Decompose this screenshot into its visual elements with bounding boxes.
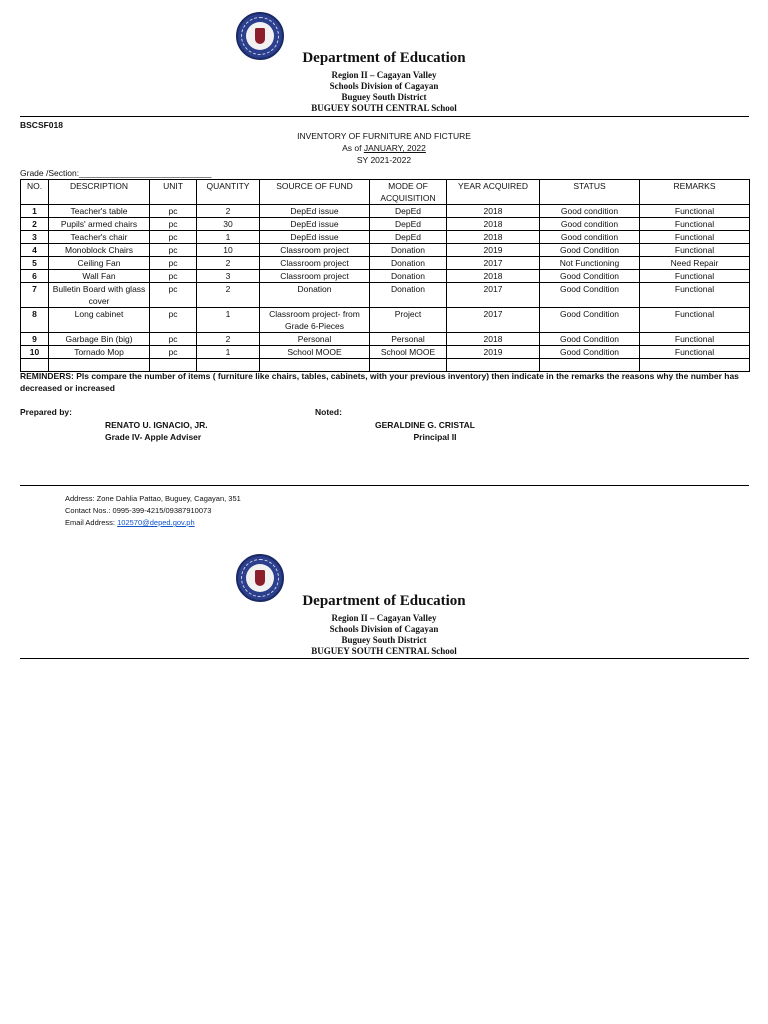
table-header-row bbox=[21, 180, 750, 205]
table-cell: 2017 bbox=[447, 257, 540, 270]
inventory-title: INVENTORY OF FURNITURE AND FICTURE bbox=[297, 131, 471, 141]
table-cell: Good Condition bbox=[540, 333, 640, 346]
table-cell: Need Repair bbox=[640, 257, 750, 270]
table-cell: pc bbox=[150, 231, 197, 244]
table-cell: Classroom project bbox=[260, 244, 370, 257]
table-cell: Donation bbox=[370, 257, 447, 270]
table-cell: 2019 bbox=[447, 346, 540, 359]
table-cell: Functional bbox=[640, 205, 750, 218]
division-line: Schools Division of Cagayan bbox=[329, 624, 439, 634]
table-row bbox=[21, 346, 750, 359]
table-cell: Donation bbox=[370, 283, 447, 308]
school-year: SY 2021-2022 bbox=[356, 155, 412, 165]
table-cell: 3 bbox=[197, 270, 260, 283]
table-row bbox=[21, 270, 750, 283]
table-cell: Classroom project bbox=[260, 257, 370, 270]
table-cell: DepEd bbox=[370, 218, 447, 231]
noted-label: Noted: bbox=[315, 407, 342, 417]
table-cell: 1 bbox=[197, 231, 260, 244]
as-of-date: JANUARY, 2022 bbox=[363, 143, 426, 153]
prepared-by-label: Prepared by: bbox=[20, 407, 72, 417]
table-cell: 2018 bbox=[447, 270, 540, 283]
col-header: UNIT bbox=[150, 180, 197, 205]
table-cell: 1 bbox=[197, 308, 260, 333]
col-header: YEAR ACQUIRED bbox=[447, 180, 540, 205]
as-of-line bbox=[0, 143, 768, 153]
table-cell: Donation bbox=[370, 270, 447, 283]
table-cell: Good condition bbox=[540, 218, 640, 231]
col-header: QUANTITY bbox=[197, 180, 260, 205]
table-cell: 7 bbox=[21, 283, 49, 308]
preparer-title: Grade IV- Apple Adviser bbox=[105, 432, 202, 442]
as-of-prefix: As of bbox=[342, 143, 364, 153]
col-header: NO. bbox=[21, 180, 49, 205]
table-cell: School MOOE bbox=[260, 346, 370, 359]
table-cell: Personal bbox=[370, 333, 447, 346]
table-cell: 5 bbox=[21, 257, 49, 270]
division-line: Schools Division of Cagayan bbox=[329, 81, 439, 91]
table-cell: 2 bbox=[197, 205, 260, 218]
footer-contact: Contact Nos.: 0995-399-4215/09387910073 bbox=[65, 506, 212, 515]
table-cell: Functional bbox=[640, 270, 750, 283]
school-line: BUGUEY SOUTH CENTRAL School bbox=[311, 646, 457, 656]
table-cell: pc bbox=[150, 283, 197, 308]
table-cell: 9 bbox=[21, 333, 49, 346]
table-cell: Good condition bbox=[540, 205, 640, 218]
table-cell: Teacher's chair bbox=[49, 231, 150, 244]
preparer-name: RENATO U. IGNACIO, JR. bbox=[105, 420, 208, 430]
department-title: Department of Education bbox=[302, 50, 466, 66]
table-cell: 2019 bbox=[447, 244, 540, 257]
table-row bbox=[21, 218, 750, 231]
col-header: REMARKS bbox=[640, 180, 750, 205]
table-cell: 2018 bbox=[447, 231, 540, 244]
footer-address: Address: Zone Dahlia Pattao, Buguey, Cagayan, 351 bbox=[65, 494, 241, 503]
col-header: STATUS bbox=[540, 180, 640, 205]
table-cell: Good Condition bbox=[540, 308, 640, 333]
table-cell: 1 bbox=[21, 205, 49, 218]
table-cell: Long cabinet bbox=[49, 308, 150, 333]
table-cell: 2018 bbox=[447, 218, 540, 231]
table-cell: Donation bbox=[260, 283, 370, 308]
table-cell: 4 bbox=[21, 244, 49, 257]
table-cell: Personal bbox=[260, 333, 370, 346]
table-cell: Teacher's table bbox=[49, 205, 150, 218]
table-cell: DepEd bbox=[370, 205, 447, 218]
form-code: BSCSF018 bbox=[20, 120, 63, 130]
table-cell: 2 bbox=[197, 283, 260, 308]
table-cell: Good condition bbox=[540, 231, 640, 244]
inventory-table bbox=[20, 179, 750, 372]
table-cell: Classroom project bbox=[260, 270, 370, 283]
table-cell: 6 bbox=[21, 270, 49, 283]
table-cell: 2017 bbox=[447, 283, 540, 308]
table-cell: pc bbox=[150, 257, 197, 270]
col-header: SOURCE OF FUND bbox=[260, 180, 370, 205]
noter-name: GERALDINE G. CRISTAL bbox=[375, 420, 475, 430]
table-cell: Wall Fan bbox=[49, 270, 150, 283]
table-cell: DepEd issue bbox=[260, 231, 370, 244]
table-row bbox=[21, 244, 750, 257]
footer-email-line bbox=[65, 518, 195, 527]
table-cell: DepEd bbox=[370, 231, 447, 244]
district-line: Buguey South District bbox=[341, 635, 427, 645]
table-cell: 10 bbox=[21, 346, 49, 359]
col-header: MODE OF ACQUISITION bbox=[370, 180, 447, 205]
table-row bbox=[21, 308, 750, 333]
table-cell: Functional bbox=[640, 346, 750, 359]
noter-title: Principal II bbox=[413, 432, 457, 442]
table-cell: Good Condition bbox=[540, 346, 640, 359]
table-row bbox=[21, 283, 750, 308]
table-cell: 2 bbox=[197, 257, 260, 270]
table-cell: Donation bbox=[370, 244, 447, 257]
table-cell: pc bbox=[150, 346, 197, 359]
table-cell: 2018 bbox=[447, 205, 540, 218]
table-cell: pc bbox=[150, 308, 197, 333]
table-row bbox=[21, 257, 750, 270]
table-cell: 8 bbox=[21, 308, 49, 333]
table-cell: Project bbox=[370, 308, 447, 333]
table-cell: Functional bbox=[640, 333, 750, 346]
header-divider bbox=[20, 658, 749, 659]
table-cell: Good Condition bbox=[540, 283, 640, 308]
table-cell: pc bbox=[150, 205, 197, 218]
table-cell: 2018 bbox=[447, 333, 540, 346]
table-cell: Ceiling Fan bbox=[49, 257, 150, 270]
footer-divider bbox=[20, 485, 749, 486]
table-cell: Monoblock Chairs bbox=[49, 244, 150, 257]
table-cell: Not Functioning bbox=[540, 257, 640, 270]
table-cell: Functional bbox=[640, 283, 750, 308]
region-line: Region II – Cagayan Valley bbox=[331, 613, 437, 623]
table-cell: 10 bbox=[197, 244, 260, 257]
table-cell: DepEd issue bbox=[260, 205, 370, 218]
table-cell: Classroom project- from Grade 6-Pieces bbox=[260, 308, 370, 333]
table-cell: Functional bbox=[640, 244, 750, 257]
table-cell: 30 bbox=[197, 218, 260, 231]
table-cell: 2 bbox=[21, 218, 49, 231]
col-header: DESCRIPTION bbox=[49, 180, 150, 205]
table-cell: pc bbox=[150, 218, 197, 231]
table-cell: Functional bbox=[640, 231, 750, 244]
table-cell: Garbage Bin (big) bbox=[49, 333, 150, 346]
table-cell: Pupils' armed chairs bbox=[49, 218, 150, 231]
table-cell: pc bbox=[150, 333, 197, 346]
footer-email-label: Email Address: bbox=[65, 518, 118, 527]
region-line: Region II – Cagayan Valley bbox=[331, 70, 437, 80]
email-link[interactable]: 102570@deped.gov.ph bbox=[117, 518, 195, 527]
district-line: Buguey South District bbox=[341, 92, 427, 102]
header-divider bbox=[20, 116, 749, 117]
school-line: BUGUEY SOUTH CENTRAL School bbox=[311, 103, 457, 113]
table-cell: 3 bbox=[21, 231, 49, 244]
table-cell: Functional bbox=[640, 308, 750, 333]
table-cell: Good Condition bbox=[540, 244, 640, 257]
department-title: Department of Education bbox=[302, 593, 466, 609]
table-cell: pc bbox=[150, 244, 197, 257]
table-cell: School MOOE bbox=[370, 346, 447, 359]
table-cell: Tornado Mop bbox=[49, 346, 150, 359]
table-cell: 1 bbox=[197, 346, 260, 359]
table-cell: pc bbox=[150, 270, 197, 283]
reminders-text: REMINDERS: Pls compare the number of items ( furniture like chairs, tables, cabinets, with your previous inventory) then indicate in the remarks the reasons why the number has decreased or increased bbox=[20, 371, 739, 393]
table-cell: Bulletin Board with glass cover bbox=[49, 283, 150, 308]
table-row bbox=[21, 333, 750, 346]
table-cell: DepEd issue bbox=[260, 218, 370, 231]
table-cell: 2017 bbox=[447, 308, 540, 333]
table-cell: 2 bbox=[197, 333, 260, 346]
table-row bbox=[21, 231, 750, 244]
table-cell: Functional bbox=[640, 218, 750, 231]
grade-section: Grade /Section:____________________________ bbox=[20, 168, 212, 178]
table-row bbox=[21, 205, 750, 218]
table-cell: Good Condition bbox=[540, 270, 640, 283]
